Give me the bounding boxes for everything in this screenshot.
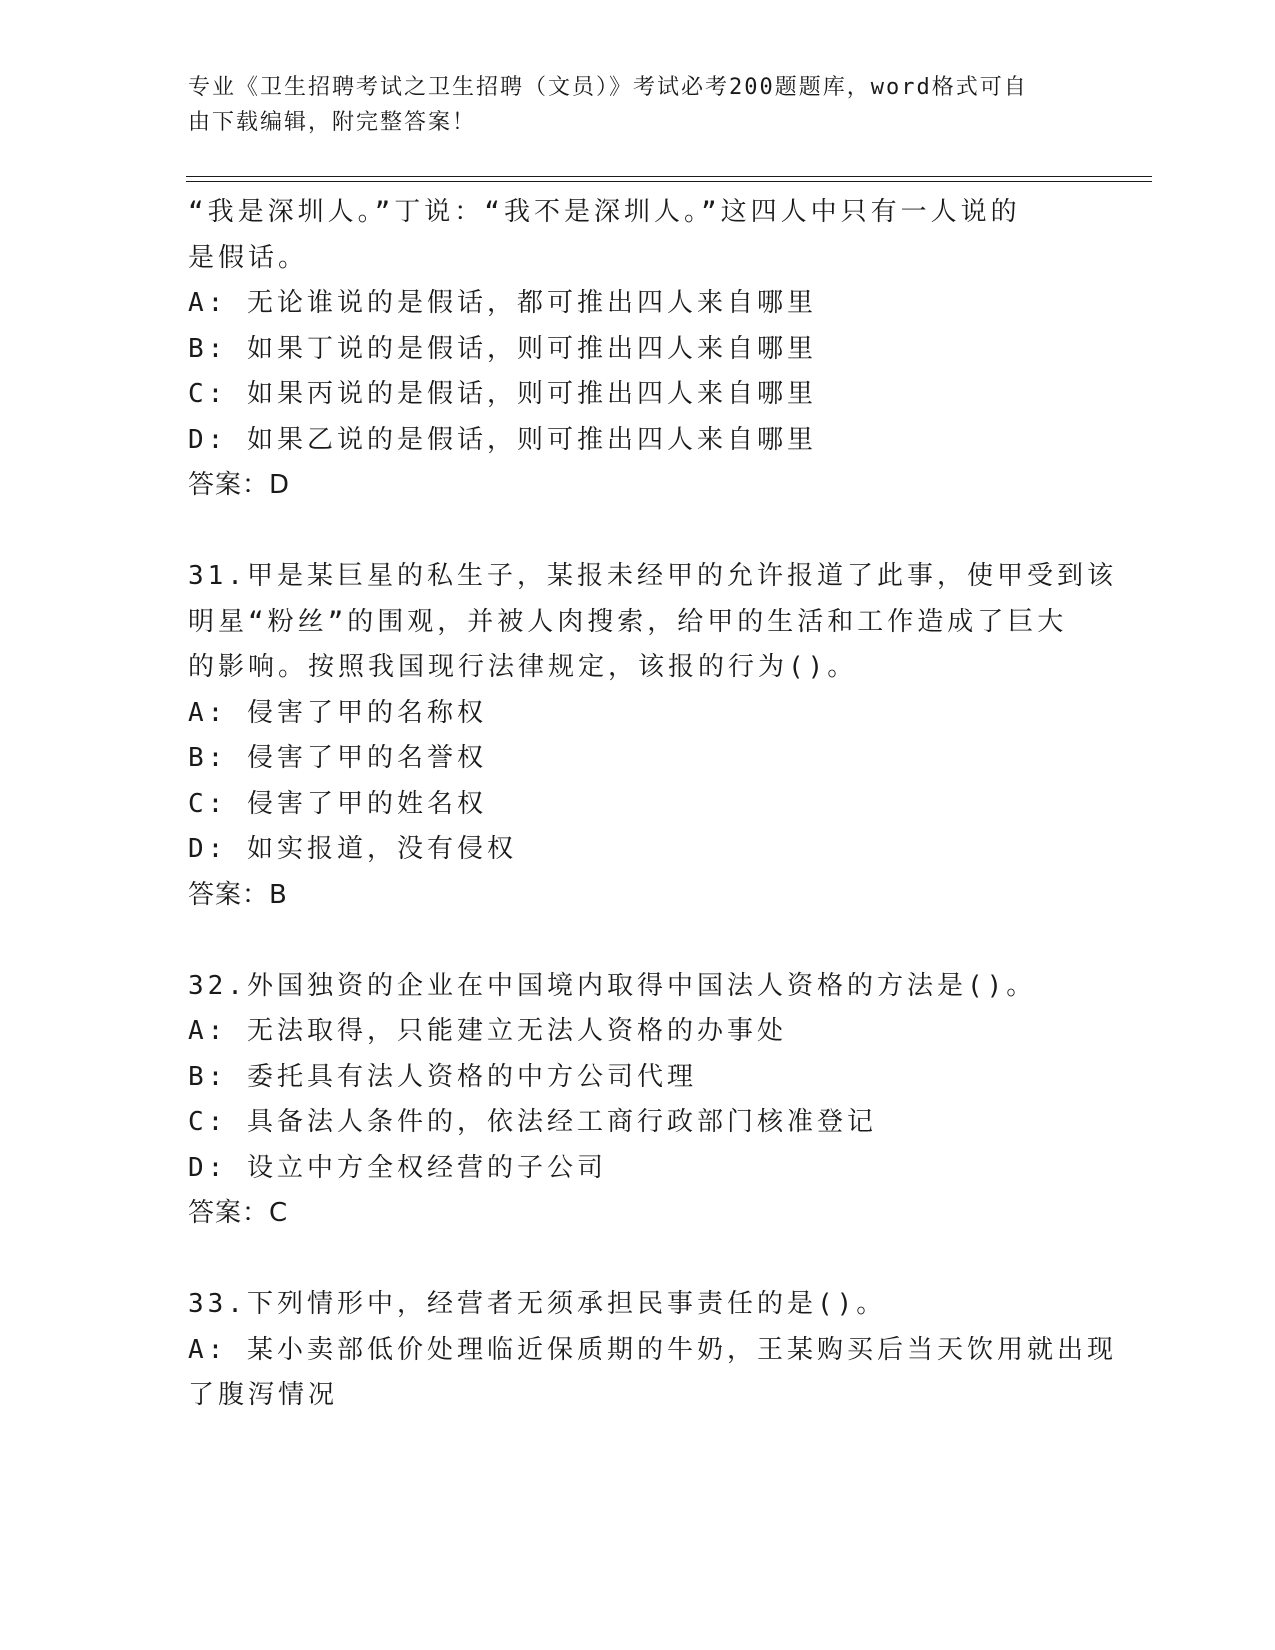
document-header — [188, 70, 1088, 140]
spacer — [188, 509, 1088, 555]
header-line-2: 由下载编辑，附完整答案！ — [188, 110, 477, 135]
option-d: D: 如实报道，没有侵权 — [188, 834, 517, 864]
question-stem-line: “我是深圳人。”丁说：“我不是深圳人。”这四人中只有一人说的 — [188, 197, 1021, 227]
spacer — [188, 1237, 1088, 1283]
option-a-continued: 了腹泻情况 — [188, 1380, 339, 1410]
header-divider-bottom — [186, 181, 1152, 182]
option-d: D: 设立中方全权经营的子公司 — [188, 1152, 607, 1183]
header-divider-top — [186, 176, 1152, 177]
option-b: B: 如果丁说的是假话，则可推出四人来自哪里 — [188, 333, 817, 364]
question-stem-line: 32.外国独资的企业在中国境内取得中国法人资格的方法是()。 — [188, 970, 1037, 1001]
answer-line: 答案：D — [188, 470, 291, 500]
option-d: D: 如果乙说的是假话，则可推出四人来自哪里 — [188, 424, 817, 455]
option-b: B: 委托具有法人资格的中方公司代理 — [188, 1061, 697, 1092]
question-33 — [188, 1282, 1117, 1419]
option-a: A: 某小卖部低价处理临近保质期的牛奶，王某购买后当天饮用就出现 — [188, 1334, 1117, 1365]
option-c: C: 如果丙说的是假话，则可推出四人来自哪里 — [188, 379, 817, 409]
question-stem-line: 31.甲是某巨星的私生子，某报未经甲的允许报道了此事，使甲受到该 — [188, 561, 1117, 591]
header-line-1: 专业《卫生招聘考试之卫生招聘（文员）》考试必考200题题库，word格式可自 — [188, 75, 1028, 100]
spacer — [188, 918, 1088, 964]
question-stem-line: 是假话。 — [188, 242, 309, 273]
option-a: A: 无论谁说的是假话，都可推出四人来自哪里 — [188, 288, 817, 318]
question-32 — [188, 964, 1088, 1237]
option-c: C: 具备法人条件的，依法经工商行政部门核准登记 — [188, 1107, 877, 1137]
answer-line: 答案：C — [188, 1198, 289, 1228]
question-30 — [188, 190, 1088, 509]
question-stem-line: 明星“粉丝”的围观，并被人肉搜索，给甲的生活和工作造成了巨大 — [188, 606, 1068, 637]
question-31 — [188, 554, 1117, 918]
option-a: A: 无法取得，只能建立无法人资格的办事处 — [188, 1016, 787, 1046]
answer-line: 答案：B — [188, 879, 288, 910]
option-a: A: 侵害了甲的名称权 — [188, 697, 487, 728]
option-c: C: 侵害了甲的姓名权 — [188, 788, 487, 819]
option-b: B: 侵害了甲的名誉权 — [188, 743, 487, 773]
question-stem-line: 33.下列情形中，经营者无须承担民事责任的是()。 — [188, 1289, 887, 1319]
document-body — [188, 190, 1117, 1419]
question-stem-line: 的影响。按照我国现行法律规定，该报的行为()。 — [188, 652, 858, 682]
